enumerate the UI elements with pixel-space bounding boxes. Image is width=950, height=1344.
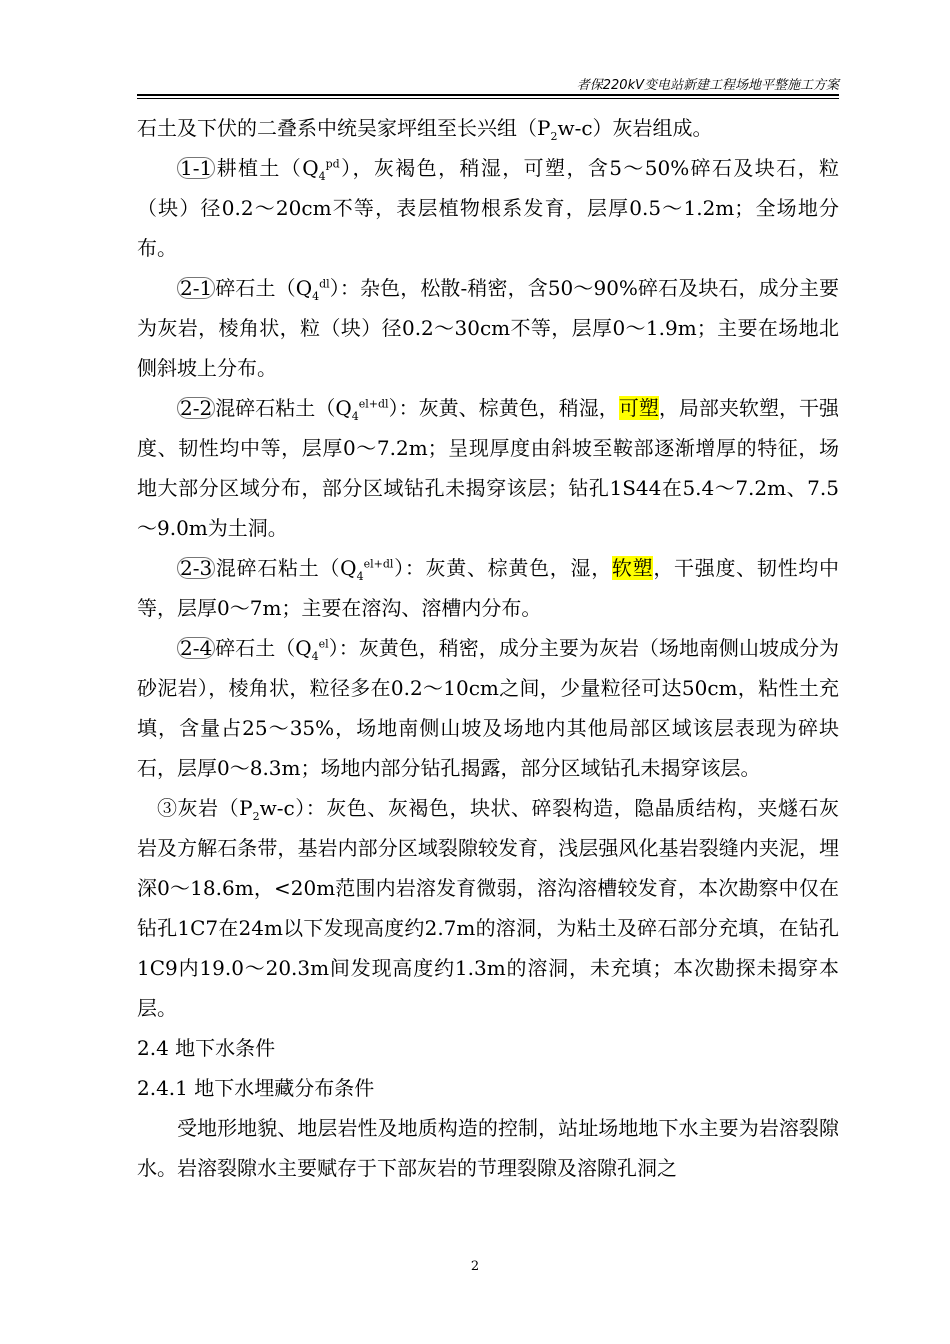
paragraph-layer-2-3: 2-3 混碎石粘土$(Q_4^{el+dl})$：灰黄、棕黄色，湿，软塑，干强度、韧性均中等，层厚0～7m；主要在溶沟、溶槽内分布。	[137, 556, 840, 620]
layer-label: 2-4	[177, 637, 215, 659]
page-number: 2	[470, 1259, 480, 1274]
paragraph-groundwater: 受地形地貌、地层岩性及地质构造的控制，站址场地地下水主要为岩溶裂隙水。岩溶裂隙水主要赋存于下部灰岩的节理裂隙及溶隙孔洞之	[137, 1116, 839, 1180]
paragraph-layer-2-2: 2-2 混碎石粘土$(Q_4^{el+dl})$：灰黄、棕黄色，稍湿，可塑，局部夹软塑，干强度、韧性均中等，层厚0～7.2m；呈现厚度由斜坡至鞍部逐渐增厚的特征，场地大部分区域分布，部分区域钻孔未揭穿该层；钻孔1S44在5.4～7.2m、7.5～9.0m为土洞。	[137, 396, 840, 540]
header-rule-thick	[137, 94, 839, 96]
running-header: 者保220kV变电站新建工程场地平整施工方案	[576, 78, 839, 93]
layer-label: 2-1	[177, 277, 215, 299]
header-rule-thin	[137, 98, 839, 99]
paragraph-layer-2-4: 2-4 碎石土$(Q_4^{el})$：灰黄色，稍密，成分主要为灰岩（场地南侧山坡成分为砂泥岩），棱角状，粒径多在0.2～10cm之间，少量粒径可达50cm，粘性土充填，含量占25～35%，场地南侧山坡及场地内其他局部区域该层表现为碎块石，层厚0～8.3m；场地内部分钻孔揭露，部分区域钻孔未揭穿该层。	[137, 636, 839, 780]
layer-label: 2-2	[177, 397, 215, 419]
layer-label: 2-3	[177, 557, 215, 579]
paragraph-layer-3: ③灰岩$(P_2w-c)$：灰色、灰褐色，块状、碎裂构造，隐晶质结构，夹燧石灰岩及方解石条带，基岩内部分区域裂隙较发育，浅层强风化基岩裂缝内夹泥，埋深0～18.6m，<20m范围内岩溶发育微弱，溶沟溶槽较发育，本次勘察中仅在钻孔1C7在24m以下发现高度约2.7m的溶洞，为粘土及碎石部分充填，在钻孔1C9内19.0～20.3m间发现高度约1.3m的溶洞，未充填；本次勘探未揭穿本层。	[137, 796, 840, 1020]
section-heading-2-4-1: 2.4.1 地下水埋藏分布条件	[137, 1076, 375, 1100]
document-body	[137, 108, 839, 1188]
paragraph-layer-1-1: 1-1 耕植土$(Q_4^{pd})$，灰褐色，稍湿，可塑，含5～50%碎石及块石，粒（块）径0.2～20cm不等，表层植物根系发育，层厚0.5～1.2m；全场地分布。	[137, 156, 839, 260]
paragraph-layer-2-1: 2-1 碎石土$(Q_4^{dl})$：杂色，松散-稍密，含50～90%碎石及块石，成分主要为灰岩，棱角状，粒（块）径0.2～30cm不等，层厚0～1.9m；主要在场地北侧斜坡上分布。	[137, 276, 839, 380]
paragraph-intro: 石土及下伏的二叠系中统吴家坪组至长兴组$(P_2w-c)$灰岩组成。	[137, 116, 713, 143]
highlighted-text: 可塑	[618, 396, 659, 420]
layer-label: 1-1	[177, 157, 215, 179]
section-heading-2-4: 2.4 地下水条件	[137, 1036, 276, 1060]
highlighted-text: 软塑	[611, 556, 654, 580]
